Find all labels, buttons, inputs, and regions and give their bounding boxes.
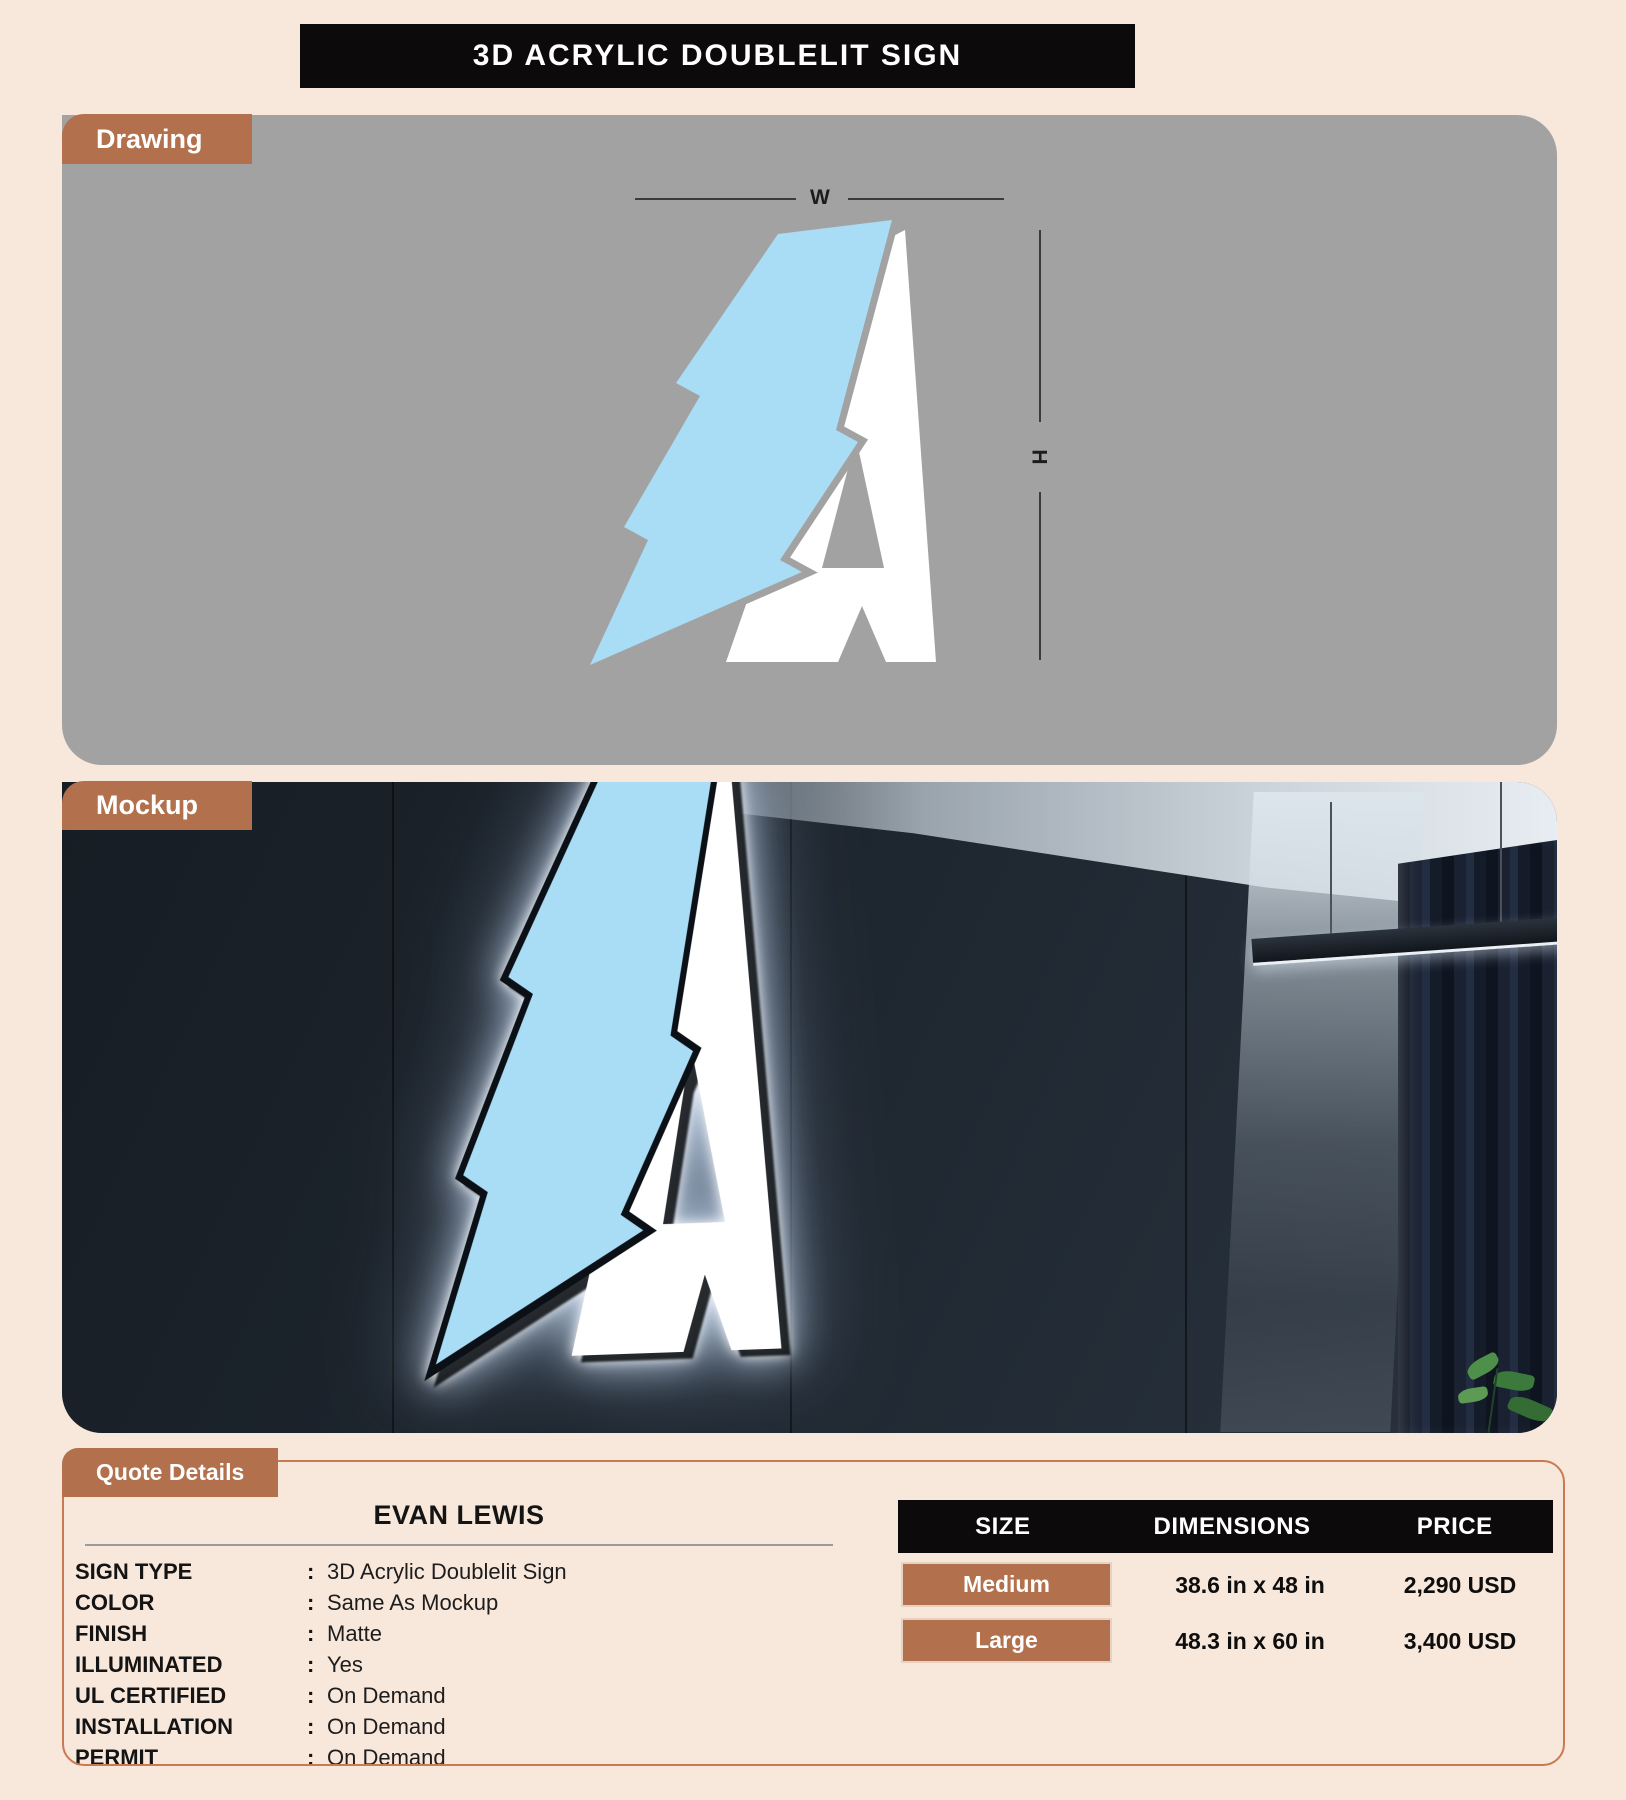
- section-tab-quote: [62, 1448, 278, 1497]
- height-dim-label: H: [1027, 449, 1051, 465]
- spec-label: ILLUMINATED: [75, 1651, 223, 1677]
- sign-logo-mockup: [364, 782, 787, 1387]
- lamp-cable: [1500, 782, 1502, 922]
- section-tab-drawing: [62, 114, 252, 164]
- lamp-cable: [1330, 802, 1332, 952]
- price-large: 3,400 USD: [1403, 1628, 1517, 1654]
- drawing-panel: [62, 115, 1557, 765]
- spec-label: UL CERTIFIED: [75, 1682, 227, 1708]
- spec-value: Same As Mockup: [327, 1589, 499, 1615]
- mockup-panel: [62, 782, 1557, 1433]
- price-medium: 2,290 USD: [1403, 1572, 1517, 1598]
- drawing-tab-label: Drawing: [96, 123, 203, 154]
- quote-details-panel: [62, 1460, 1565, 1766]
- mockup-tab-label: Mockup: [96, 790, 199, 820]
- customer-name: EVAN LEWIS: [373, 1500, 545, 1530]
- section-tab-mockup: [62, 781, 252, 830]
- spec-separator: :: [307, 1620, 315, 1646]
- spec-separator: :: [307, 1558, 315, 1584]
- spec-value: Matte: [327, 1620, 383, 1646]
- sign-logo-drawing: [540, 200, 940, 680]
- wall-seam: [790, 782, 792, 1433]
- spec-label: SIGN TYPE: [75, 1558, 193, 1584]
- spec-value: 3D Acrylic Doublelit Sign: [327, 1558, 567, 1584]
- dimensions-large: 48.3 in x 60 in: [1175, 1628, 1325, 1654]
- spec-label: PERMIT: [75, 1744, 159, 1770]
- spec-label: FINISH: [75, 1620, 148, 1646]
- spec-separator: :: [307, 1713, 315, 1739]
- spec-separator: :: [307, 1589, 315, 1615]
- page-title: 3D ACRYLIC DOUBLELIT SIGN: [472, 39, 963, 72]
- spec-label: INSTALLATION: [75, 1713, 234, 1739]
- spec-label: COLOR: [75, 1589, 155, 1615]
- width-dim-label: W: [810, 186, 830, 209]
- height-dim-line-bottom: [1039, 492, 1041, 660]
- col-header-dimensions: DIMENSIONS: [1153, 1512, 1311, 1540]
- height-dim-line-top: [1039, 230, 1041, 422]
- wall-seam: [1185, 782, 1187, 1433]
- col-header-price: PRICE: [1416, 1512, 1493, 1540]
- size-option-label: Medium: [963, 1571, 1050, 1597]
- window-light-streak: [1220, 792, 1424, 1432]
- spec-value: Yes: [327, 1651, 363, 1677]
- spec-separator: :: [307, 1682, 315, 1708]
- spec-value: On Demand: [327, 1744, 446, 1770]
- size-option-label: Large: [975, 1627, 1038, 1653]
- spec-separator: :: [307, 1651, 315, 1677]
- spec-value: On Demand: [327, 1713, 446, 1739]
- spec-value: On Demand: [327, 1682, 446, 1708]
- title-banner: [300, 24, 1135, 88]
- col-header-size: SIZE: [975, 1512, 1031, 1540]
- dimensions-medium: 38.6 in x 48 in: [1175, 1572, 1325, 1598]
- quote-tab-label: Quote Details: [96, 1459, 245, 1485]
- spec-separator: :: [307, 1744, 315, 1770]
